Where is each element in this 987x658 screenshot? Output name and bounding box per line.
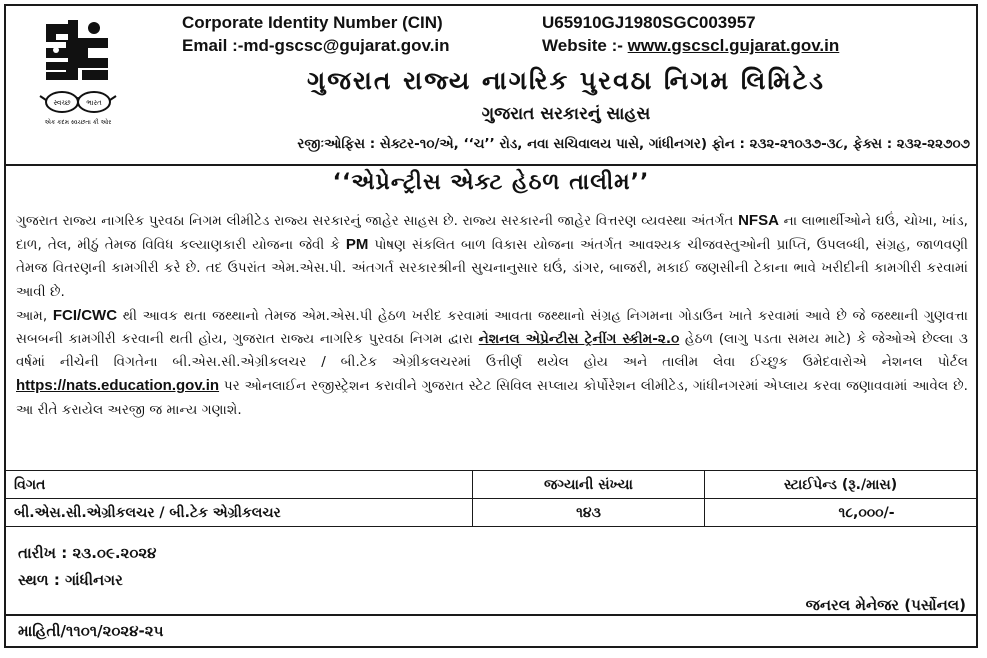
swachh-bharat-glasses-icon: [40, 92, 116, 126]
col-header-details: વિગત: [6, 471, 473, 499]
p1-text-b: ના લાભાર્થીઓને ઘઉં, ચોખા, ખાંડ, દાળ, તેલ, મીઠું તેમજ વિવિધ કલ્યાણકારી યોજના જેવી કે: [16, 213, 968, 254]
cin-value: U65910GJ1980SGC003957: [542, 13, 756, 32]
notice-title: ‘‘એપ્રેન્ટ્રીસ એક્ટ હેઠળ તાલીમ’’: [332, 170, 650, 195]
contact-line: [182, 36, 839, 56]
cin-line: [182, 13, 756, 33]
paragraph-1: [16, 209, 968, 304]
p2-text-d: પર ઓનલાઈન રજીસ્ટ્રેશન કરાવીને ગુજરાત સ્ટેટ સિવિલ સપ્લાય કોર્પોરેશન લીમીટેડ, ગાંધીનગરમાં એપ્લાય કરવા જણાવવામાં આવેલ છે. આ રીતે કરાયેલ અરજી જ માન્ય ગણાશે.: [16, 378, 968, 418]
paragraph-2: [16, 304, 968, 422]
nats-portal-link[interactable]: https://nats.education.gov.in: [16, 377, 220, 395]
cell-posts: ૧૪૩: [473, 499, 705, 527]
notice-frame: [4, 4, 978, 648]
information-reference: માહિતી/૧૧૦૧/૨૦૨૪-૨૫: [18, 622, 164, 640]
col-header-posts: જગ્યાની સંખ્યા: [473, 471, 705, 499]
registered-office-address: રજીઃઓફિસ : સેક્ટર-૧૦/એ, ‘‘ચ’’ રોડ, નવા સચિવાલય પાસે, ગાંધીનગર) ફોન : ૨૩૨-૨૧૦૩૭-૩૮, ફેક્સ : ૨૩૨-૨૨૭૦૭: [297, 136, 970, 152]
website-label: Website :-: [542, 36, 623, 55]
notice-place: સ્થળ : ગાંધીનગર: [18, 571, 123, 589]
email-text[interactable]: Email :-md-gscsc@gujarat.gov.in: [182, 36, 450, 55]
cell-stipend: ૧૮,૦૦૦/-: [705, 499, 977, 527]
logo-tagline: એક કદમ સ્વચ્છતા કી ઓર: [44, 119, 112, 126]
p2-text-b: થી આવક થતા જથ્થાનો તેમજ એમ.એસ.પી હેઠળ ખરીદ કરવામાં આવતા જથ્થાનો સંગ્રહ નિગમના ગોડાઉન ખાતે કરવામાં આવે છે જે જથ્થાની ગુણવત્તા સબબની કામગીરી કરવાની થતી હોય, ગુજરાત રાજ્ય નાગરિક પુરવઠા નિગમ દ્વારા: [16, 307, 968, 348]
vacancy-table: [6, 470, 976, 527]
organization-name: ગુજરાત રાજ્ય નાગરિક પુરવઠા નિગમ લિમિટેડ: [306, 66, 826, 95]
emblem-mark-icon: [44, 18, 110, 84]
p1-text-a: ગુજરાત રાજ્ય નાગરિક પુરવઠા નિગમ લીમીટેડ રાજ્ય સરકારનું જાહેર સાહસ છે. રાજ્ય સરકારની જાહેર વિત્તરણ વ્યવસ્થા અંતર્ગત: [16, 213, 739, 229]
table-header-row: [6, 471, 976, 499]
p2-text-c: હેઠળ (લાગુ પડતા સમય માટે) કે જેઓએ છેલ્લા ૩ વર્ષમાં નીચેની વિગતેના બી.એસ.સી.એગ્રીકલચર / બી.ટેક એગ્રીકલચરમાં ઉત્તીર્ણ થયેલ હોય અને તાલીમ લેવા ઈચ્છુક ઉમેદવારોએ નેશનલ પોર્ટલ: [16, 331, 968, 371]
nfsa-term: NFSA: [738, 212, 779, 229]
col-header-stipend: સ્ટાઈપેન્ડ (રૂ./માસ): [705, 471, 977, 499]
cell-qualification: બી.એસ.સી.એગ્રીકલચર / બી.ટેક એગ્રીકલચર: [6, 499, 473, 527]
table-row: [6, 499, 976, 527]
logo-left-word: સ્વચ્છ: [53, 99, 71, 107]
website-link[interactable]: www.gscscl.gujarat.gov.in: [627, 36, 840, 55]
signatory-title: જનરલ મેનેજર (પર્સોનલ): [805, 596, 966, 614]
fci-cwc-term: FCI/CWC: [52, 306, 118, 324]
organization-subtitle: ગુજરાત સરકારનું સાહસ: [481, 104, 651, 124]
p1-text-c: પોષણ સંકલિત બાળ વિકાસ યોજના અંતર્ગત આવશ્યક ચીજવસ્તુઓની પ્રાપ્તિ, ઉપલબ્ધી, સંગ્રહ, જાળવણી તેમજ વિતરણની કામગીરી કરે છે. તદ ઉપરાંત એમ.એસ.પી. અંતગર્ત સરકારશ્રીની સુચનાનુસાર ઘઉં, ડાંગર, બાજરી, મકાઈ જણસીની ટેકાના ભાવે ખરીદીની કામગીરી કરવામાં આવી છે.: [16, 237, 968, 300]
notice-date: તારીખ : ૨૩.૦૯.૨૦૨૪: [18, 544, 157, 562]
p2-text-a: આમ,: [16, 307, 53, 324]
cin-label: Corporate Identity Number (CIN): [182, 13, 443, 32]
gscsc-logo: [32, 16, 122, 131]
logo-right-word: ભારત: [86, 99, 102, 107]
footer-divider: [6, 614, 976, 616]
pm-term: PM: [345, 236, 369, 254]
scheme-name: નેશનલ એપ્રેન્ટીસ ટ્રેનીંગ સ્કીમ-૨.૦: [478, 331, 680, 348]
letterhead: [6, 6, 976, 166]
notice-body: [16, 209, 968, 422]
